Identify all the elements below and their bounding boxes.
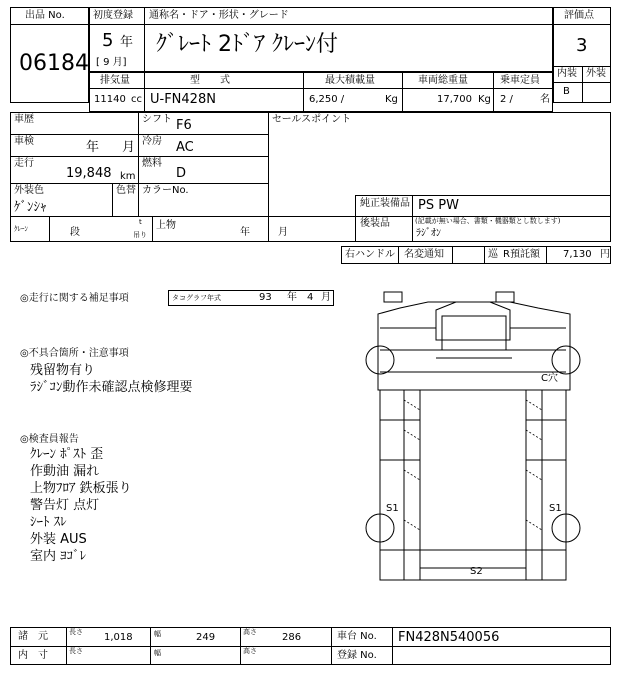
tax-amount: 7,130 <box>563 249 592 260</box>
chassis-value: FN428N540056 <box>398 630 500 645</box>
shift-label: シフト <box>142 114 172 125</box>
fuel-value: D <box>176 166 187 181</box>
displacement-label: 排気量 <box>100 75 130 86</box>
first-reg-month: [ 9 月] <box>96 57 127 68</box>
model-name: ｸﾞﾚｰﾄ 2ﾄﾞｱ ｸﾚｰﾝ付 <box>156 32 338 57</box>
equipment-value: PS PW <box>418 198 459 213</box>
interior-dims-label: 内 寸 <box>18 650 48 661</box>
tacho-label: タコグラフ年式 <box>172 294 221 302</box>
driving-notes-label: ◎走行に関する補足事項 <box>20 293 129 304</box>
exterior-color-label: 外装色 <box>14 185 44 196</box>
model-code-label: 型 式 <box>190 75 230 86</box>
tacho-year-unit: 年 <box>287 292 297 303</box>
interior-grade: B <box>563 86 570 97</box>
name-change-label: 名変通知 <box>404 249 444 260</box>
first-reg-year-unit: 年 <box>120 35 134 50</box>
upper-month-unit: 月 <box>278 227 288 238</box>
list-item: ﾗｼﾞｺﾝ動作未確認点検修理要 <box>30 380 193 395</box>
defects-label: ◎不具合箇所・注意事項 <box>20 348 129 359</box>
lot-label: 出品 No. <box>25 10 65 21</box>
first-reg-year: 5 <box>102 30 114 51</box>
gross-weight-unit: Kg <box>478 94 491 105</box>
displacement-value: 11140 <box>94 94 126 105</box>
mark-c-hole: C穴 <box>541 373 558 384</box>
exterior-label: 外装 <box>586 68 606 79</box>
fuel-label: 燃料 <box>142 158 162 169</box>
tax-label: R預託額 <box>503 249 540 260</box>
aftermarket-label: 後装品 <box>360 218 390 229</box>
shift-value: F6 <box>176 118 192 133</box>
tacho-year: 93 <box>259 292 272 303</box>
inspection-year-unit: 年 <box>86 140 100 155</box>
color-code-label: カラーNo. <box>142 185 189 196</box>
inspection-label: 車検 <box>14 136 34 147</box>
list-item: 残留物有り <box>30 363 96 378</box>
list-item: ｸﾚｰﾝ ﾎﾟｽﾄ 歪 <box>30 447 104 462</box>
history-label: 車歴 <box>14 114 34 125</box>
list-item: 作動油 漏れ <box>30 464 100 479</box>
dims-label: 諸 元 <box>18 631 48 642</box>
first-reg-label: 初度登録 <box>93 10 133 21</box>
rhd-flag: 右ハンドル <box>345 249 395 260</box>
length-value: 1,018 <box>104 632 133 643</box>
model-code-value: U-FN428N <box>150 92 216 107</box>
height-label-2: 高さ <box>243 647 257 655</box>
equipment-label: 純正装備品 <box>360 198 410 209</box>
lot-number: 06184 <box>19 51 89 76</box>
width-value: 249 <box>196 632 216 643</box>
list-item: ｼｰﾄ ｽﾚ <box>30 515 67 530</box>
mileage-unit: km <box>120 171 136 182</box>
mark-s1-left: S1 <box>386 503 399 514</box>
width-label: 幅 <box>154 630 161 638</box>
tacho-month: 4 <box>307 292 314 303</box>
length-label-2: 長さ <box>69 647 83 655</box>
model-name-label: 通称名・ドア・形状・グレード <box>149 10 289 21</box>
aftermarket-value: ﾗｼﾞｵﾝ <box>416 228 441 239</box>
mileage-label: 走行 <box>14 158 34 169</box>
chassis-label: 車台 No. <box>337 631 377 642</box>
length-label: 長さ <box>69 628 83 636</box>
mark-s2: S2 <box>470 566 483 577</box>
height-value: 286 <box>282 632 302 643</box>
ac-label: 冷房 <box>142 136 162 147</box>
list-item: 外装 AUS <box>30 532 87 547</box>
width-label-2: 幅 <box>154 649 161 657</box>
score-value: 3 <box>576 35 588 56</box>
reg-label: 登録 No. <box>337 650 377 661</box>
list-item: 警告灯 点灯 <box>30 498 100 513</box>
list-item: 上物ﾌﾛｱ 鉄板張り <box>30 481 132 496</box>
capacity-value: 2 / <box>500 94 513 105</box>
upper-body-label: 上物 <box>156 220 176 231</box>
sales-point-label: セールスポイント <box>272 114 352 125</box>
capacity-label: 乗車定員 <box>500 75 540 86</box>
displacement-unit: cc <box>131 94 142 105</box>
crane-label: ｸﾚｰﾝ <box>14 225 28 233</box>
score-label: 評価点 <box>564 10 594 21</box>
tax-unit: 円 <box>600 249 610 260</box>
crane-stage-unit: 段 <box>70 227 80 238</box>
gross-weight-value: 17,700 <box>437 94 472 105</box>
list-item: 室内 ﾖｺﾞﾚ <box>30 549 87 564</box>
upper-year-unit: 年 <box>240 227 250 238</box>
mark-s1-right: S1 <box>549 503 562 514</box>
max-load-label: 最大積載量 <box>325 75 375 86</box>
color-change-label: 色替 <box>116 185 136 196</box>
crane-hook-label: 吊り <box>133 231 147 239</box>
capacity-unit: 名 <box>540 94 550 105</box>
truck-diagram <box>360 280 600 600</box>
crane-ton-unit: t <box>139 218 142 226</box>
max-load-unit: Kg <box>385 94 398 105</box>
height-label: 高さ <box>243 628 257 636</box>
tacho-month-unit: 月 <box>321 292 331 303</box>
mileage-value: 19,848 <box>66 166 112 181</box>
gross-weight-label: 車両総重量 <box>418 75 468 86</box>
inspection-month-unit: 月 <box>122 140 136 155</box>
ac-value: AC <box>176 140 194 155</box>
tax-mark: 巡 <box>488 249 498 260</box>
inspector-label: ◎検査員報告 <box>20 434 79 445</box>
interior-label: 内装 <box>557 68 577 79</box>
aftermarket-note: (記載が無い場合、書類・機器類とし数します) <box>415 217 561 225</box>
exterior-color-value: ｹﾞﾝｼｬ <box>14 200 47 215</box>
max-load-value: 6,250 / <box>309 94 345 105</box>
